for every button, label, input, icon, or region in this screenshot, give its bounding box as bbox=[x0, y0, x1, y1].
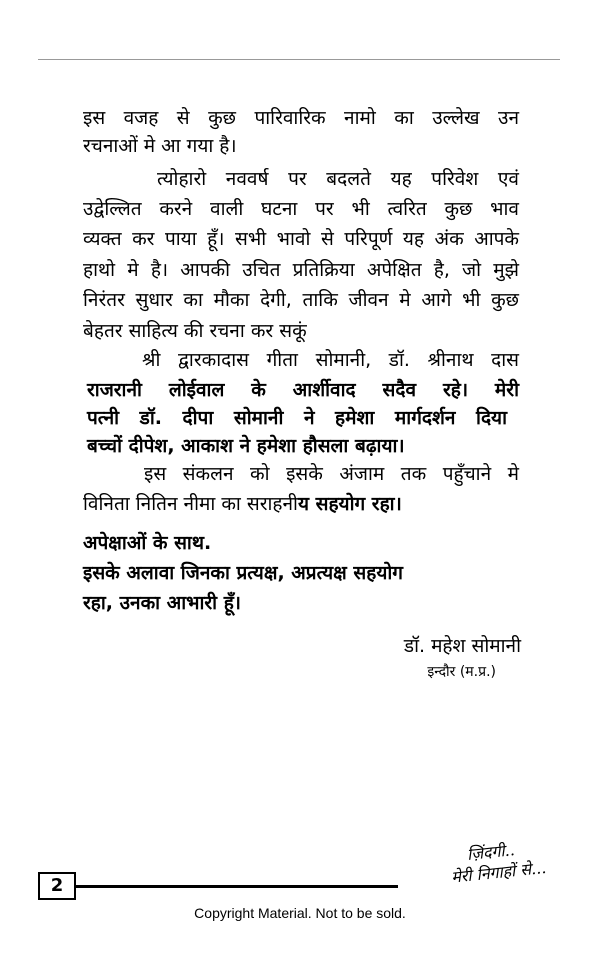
text-line: इस संकलन को इसके अंजाम तक पहुँचाने मे bbox=[144, 463, 519, 485]
text-line: इस वजह से कुछ पारिवारिक नामो का उल्लेख उन bbox=[83, 107, 519, 129]
signature-name: डॉ. महेश सोमानी bbox=[403, 635, 521, 657]
text-line: व्यक्त कर पाया हूँ। सभी भावो से परिपूर्ण यह अंक आपके bbox=[83, 228, 519, 250]
copyright-notice: Copyright Material. Not to be sold. bbox=[194, 905, 406, 921]
text-line: उद्वेल्लित करने वाली घटना पर भी त्वरित कुछ भाव bbox=[83, 198, 519, 220]
logo-line-2: मेरी निगाहों से... bbox=[450, 857, 548, 887]
text-line: निरंतर सुधार का मौका देगी, ताकि जीवन मे आगे भी कुछ bbox=[83, 289, 519, 311]
text-line: हाथो मे है। आपकी उचित प्रतिक्रिया अपेक्षित है, जो मुझे bbox=[83, 259, 519, 281]
text-segment-bold: य सहयोग रहा। bbox=[297, 493, 402, 515]
text-segment: विनिता नितिन नीमा का सराहनी bbox=[83, 493, 298, 515]
text-line: त्योहारो नववर्ष पर बदलते यह परिवेश एवं bbox=[157, 168, 519, 190]
page-number: 2 bbox=[38, 872, 76, 900]
text-line-mixed bbox=[83, 491, 519, 517]
text-line: बेहतर साहित्य की रचना कर सकूं bbox=[83, 320, 307, 342]
text-line: इसके अलावा जिनका प्रत्यक्ष, अप्रत्यक्ष सहयोग bbox=[83, 562, 403, 584]
text-line: रचनाओं मे आ गया है। bbox=[83, 135, 237, 157]
top-rule bbox=[38, 59, 560, 60]
book-logo bbox=[448, 834, 569, 896]
bottom-rule bbox=[74, 885, 398, 888]
logo-line-1: ज़िंदगी.. bbox=[466, 840, 516, 865]
signature-place: इन्दौर (म.प्र.) bbox=[427, 664, 496, 680]
text-line: पत्नी डॉ. दीपा सोमानी ने हमेशा मार्गदर्शन दिया bbox=[87, 407, 507, 429]
text-line: बच्चों दीपेश, आकाश ने हमेशा हौसला बढ़ाया। bbox=[87, 435, 405, 457]
text-line: राजरानी लोईवाल के आर्शीवाद सदैव रहे। मेरी bbox=[87, 379, 519, 401]
text-line: श्री द्वारकादास गीता सोमानी, डॉ. श्रीनाथ दास bbox=[142, 349, 519, 371]
text-line: अपेक्षाओं के साथ. bbox=[83, 532, 212, 554]
text-line: रहा, उनका आभारी हूँ। bbox=[83, 592, 241, 614]
